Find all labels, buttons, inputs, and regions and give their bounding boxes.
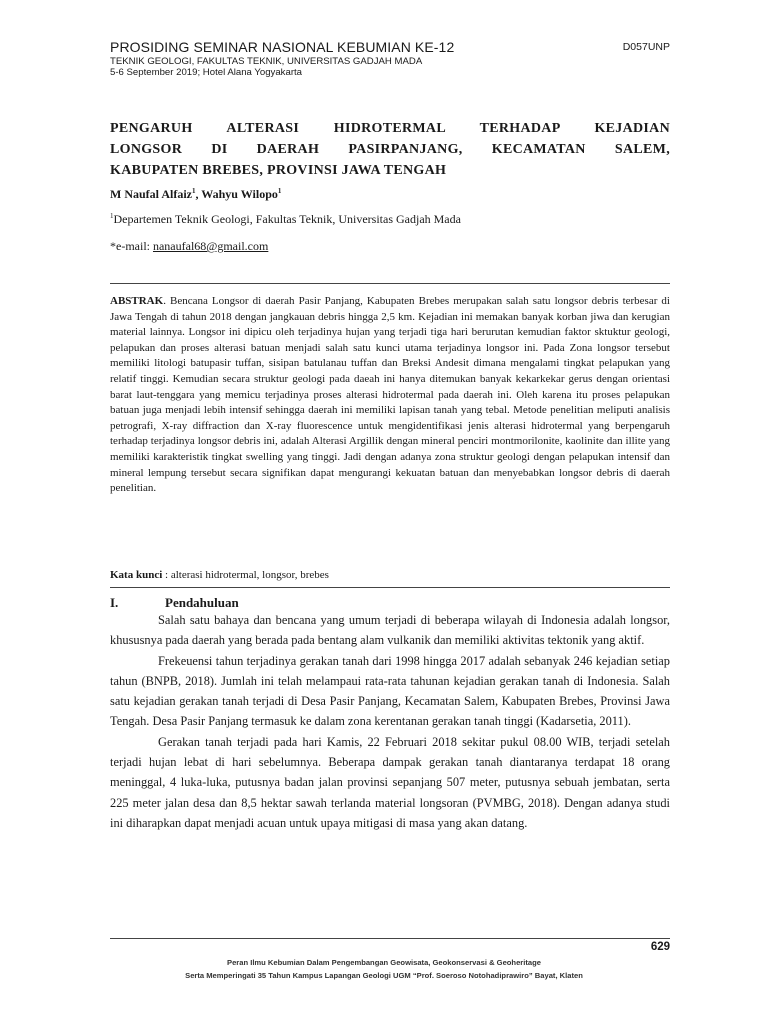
authors <box>110 187 281 202</box>
section-title: Pendahuluan <box>165 595 239 610</box>
body-paragraph: Frekeuensi tahun terjadinya gerakan tanah dari 1998 hingga 2017 adalah sebanyak 246 kejadian setiap tahun (BNPB, 2018). Jumlah ini telah melampaui rata-rata tahunan kejadian gerakan tanah di Indonesia. Salah satu kejadian gerakan tanah terjadi di Desa Pasir Panjang, Kecamatan Salem, Kabupaten Brebes, Provinsi Jawa Tengah. Desa Pasir Panjang termasuk ke dalam zona kerentanan gerakan tanah tinggi (Kadarsetia, 2011). <box>110 653 670 729</box>
keywords <box>110 569 329 581</box>
section-heading <box>110 595 239 611</box>
abstract-label: ABSTRAK <box>110 295 164 307</box>
paper-code: D057UNP <box>622 41 670 53</box>
affiliation <box>110 212 461 227</box>
author-affiliation-mark: 1 <box>192 187 196 195</box>
keywords-divider <box>110 587 670 588</box>
paper-title <box>110 118 670 181</box>
body-paragraph: Salah satu bahaya dan bencana yang umum terjadi di beberapa wilayah di Indonesia adalah longsor, khususnya pada daerah yang berada pada bentang alam vulkanik dan memiliki aktivitas tektonik yang aktif. <box>110 613 670 648</box>
email-label: *e-mail: <box>110 239 153 253</box>
contact-email <box>110 239 268 254</box>
author-name: M Naufal Alfaiz <box>110 187 192 201</box>
email-link[interactable]: nanaufal68@gmail.com <box>152 239 269 253</box>
affiliation-text: Departemen Teknik Geologi, Fakultas Teknik, Universitas Gadjah Mada <box>113 212 461 226</box>
proceedings-organizer: TEKNIK GEOLOGI, FAKULTAS TEKNIK, UNIVERSITAS GADJAH MADA <box>110 56 423 67</box>
proceedings-date-venue: 5-6 September 2019; Hotel Alana Yogyakarta <box>110 67 303 78</box>
abstract <box>110 294 670 497</box>
abstract-top-divider <box>110 283 670 284</box>
title-line: LONGSOR DI DAERAH PASIRPANJANG, KECAMATAN SALEM, <box>110 142 670 157</box>
footer-line: Serta Memperingati 35 Tahun Kampus Lapangan Geologi UGM “Prof. Soeroso Notohadiprawiro” Bayat, Klaten <box>185 971 583 980</box>
body-paragraph: Gerakan tanah terjadi pada hari Kamis, 22 Februari 2018 sekitar pukul 08.00 WIB, terjadi setelah terjadi hujan lebat di hari sebelumnya. Beberapa dampak gerakan tanah diantaranya terdapat 18 orang meninggal, 4 luka-luka, putusnya badan jalan provinsi sepanjang 507 meter, putusnya sebuah jembatan, serta 225 meter jalan desa dan 8,5 hektar sawah terlanda material longsoran (PVMBG, 2018). Dengan adanya studi ini diharapkan dapat menjadi acuan untuk upaya mitigasi di masa yang akan datang. <box>110 734 670 830</box>
title-line: KABUPATEN BREBES, PROVINSI JAWA TENGAH <box>110 163 447 178</box>
section-number: I. <box>110 595 119 610</box>
body-text <box>110 610 670 833</box>
author-name: Wahyu Wilopo <box>201 187 278 201</box>
running-header <box>110 39 670 78</box>
author-affiliation-mark: 1 <box>277 187 282 195</box>
footer-line: Peran Ilmu Kebumian Dalam Pengembangan Geowisata, Geokonservasi & Geoheritage <box>227 958 541 967</box>
page-number: 629 <box>650 941 670 953</box>
footer-divider <box>110 938 670 939</box>
abstract-text: . Bencana Longsor di daerah Pasir Panjang, Kabupaten Brebes merupakan salah satu longsor debris terbesar di Jawa Tengah di tahun 2018 dengan jangkauan debris hingga 2,5 km. Kejadian ini memakan banyak korban jiwa dan kerugian material lainnya. Longsor ini dipicu oleh terjadinya hujan yang terjadi tiga hari berurutan kemudian faktor sktuktur geologi, pelapukan dan proses alterasi batuan menjadi salah satu kunci utama terjadinya longsor ini. Pada Zona longsor tersebut memiliki litologi batupasir tuffan, sisipan batulanau tuffan dan Breksi Andesit dimana mengalami tingkat pelapukan yang relatif tinggi. Kemudian secara struktur geologi pada daeah ini hanya ditemukan banyak kekarkekar gerus dengan orientasi barat laut-tenggara yang memicu terjadinya proses alterasi hidrotermal pada daerah ini. Oleh karena itu proses pelapukan batuan juga menjadi lebih intensif sehingga daerah ini memiliki lapisan tanah yang tebal. Metode penelitian meliputi analisis petrografi, X-ray diffraction dan X-ray fluorescence untuk mengidentifikasi jenis alterasi hidrotermal yang berpengaruh terhadap terjadinya longsor debris ini, adalah Alterasi Argillik dengan mineral penciri montmorilonite, kaolinite dan illite yang memiliki karakteristik tingkat swelling yang tinggi. Jadi dengan adanya zona struktur geologi dengan pelapukan intensif dan mineral lempung tersebut secara signifikan dapat mengurangi kekuatan batuan dan menyebabkan longsor debris di daerah penelitian. <box>110 295 670 495</box>
proceedings-title: PROSIDING SEMINAR NASIONAL KEBUMIAN KE-12 <box>110 39 455 55</box>
title-line: PENGARUH ALTERASI HIDROTERMAL TERHADAP KEJADIAN <box>110 121 670 136</box>
affiliation-mark: 1 <box>110 212 114 220</box>
keywords-text: : alterasi hidrotermal, longsor, brebes <box>162 569 329 581</box>
keywords-label: Kata kunci <box>110 569 163 581</box>
author-separator: , <box>195 187 202 201</box>
